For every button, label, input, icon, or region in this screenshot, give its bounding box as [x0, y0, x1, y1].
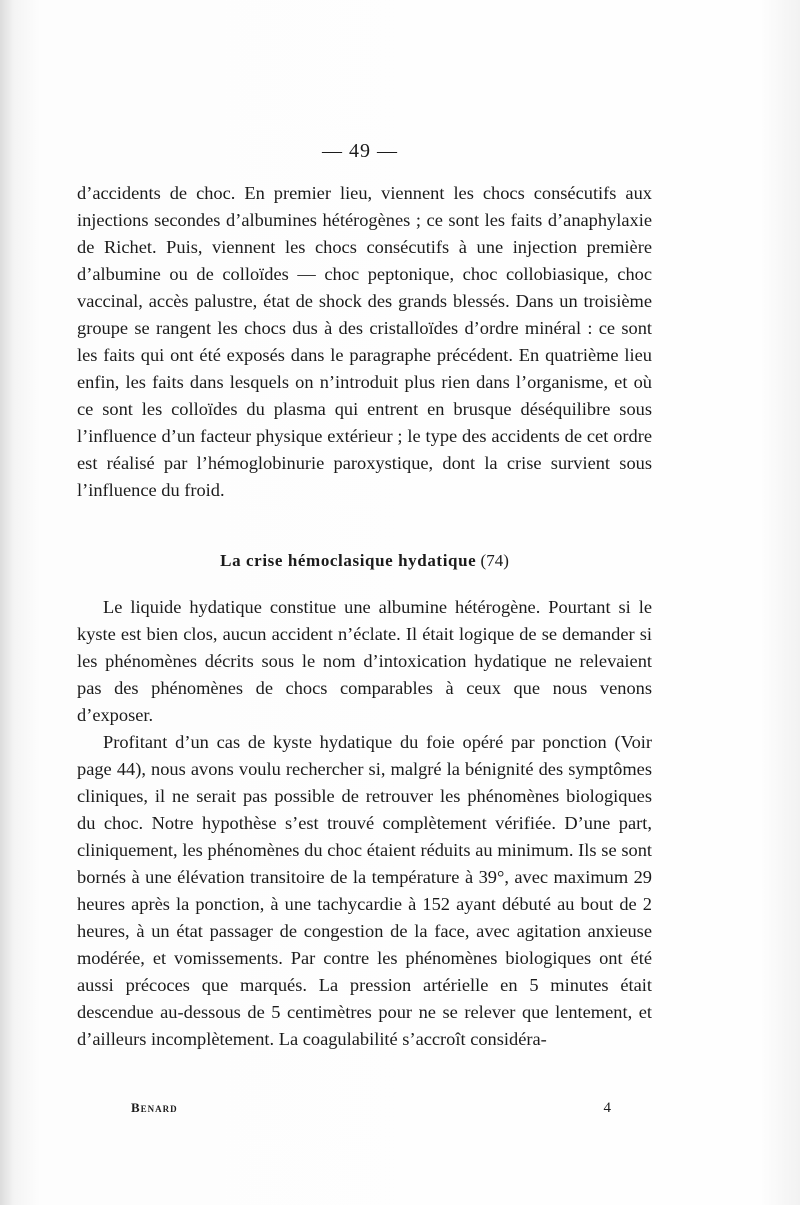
page-number: — 49 —	[322, 140, 398, 162]
page-footer	[131, 1100, 611, 1117]
intro-paragraph-block	[77, 180, 652, 504]
section-title: La crise hémoclasique hydatique	[220, 551, 477, 570]
section-body	[77, 594, 652, 1053]
section-heading	[77, 551, 652, 571]
section-paragraph-2: Profitant d’un cas de kyste hydatique du foie opéré par ponction (Voir page 44), nous avons voulu rechercher si, malgré la bénignité des symptômes cliniques, il ne serait pas possible de retrouver les phénomènes biologiques du choc. Notre hypothèse s’est trouvé complètement vérifiée. D’une part, cliniquement, les phénomènes du choc étaient réduits au minimum. Ils se sont bornés à une élévation transitoire de la température à 39°, avec maximum 29 heures après la ponction, à une tachycardie à 152 ayant débuté au bout de 2 heures, à un état passager de congestion de la face, avec agitation anxieuse modérée, et vomissements. Par contre les phénomènes biologiques ont été aussi précoces que marqués. La pression artérielle en 5 minutes était descendue au-dessous de 5 centimètres pour ne se relever que lentement, et d’ailleurs incomplètement. La coagulabilité s’accroît considéra-	[77, 732, 652, 1049]
footer-sheet-number: 4	[603, 1100, 611, 1116]
footer-author: Benard	[131, 1100, 178, 1115]
intro-paragraph: d’accidents de choc. En premier lieu, viennent les chocs consécutifs aux injections secondes d’albumines hétérogènes ; ce sont les faits d’anaphylaxie de Richet. Puis, viennent les chocs consécutifs à une injection première d’albumine ou de colloïdes — choc peptonique, choc collobiasique, choc vaccinal, accès palustre, état de shock des grands blessés. Dans un troisième groupe se rangent les chocs dus à des cristalloïdes d’ordre minéral : ce sont les faits qui ont été exposés dans le paragraphe précédent. En quatrième lieu enfin, les faits dans lesquels on n’introduit plus rien dans l’organisme, et où ce sont les colloïdes du plasma qui entrent en brusque déséquilibre sous l’influence d’un facteur physique extérieur ; le type des accidents de cet ordre est réalisé par l’hémoglobinurie paroxystique, dont la crise survient sous l’influence du froid.	[77, 183, 652, 500]
section-reference: (74)	[480, 551, 509, 570]
section-paragraph-1: Le liquide hydatique constitue une albumine hétérogène. Pourtant si le kyste est bien clos, aucun accident n’éclate. Il était logique de se demander si les phénomènes décrits sous le nom d’intoxication hydatique ne relevaient pas des phénomènes de chocs comparables à ceux que nous venons d’exposer.	[77, 597, 652, 725]
